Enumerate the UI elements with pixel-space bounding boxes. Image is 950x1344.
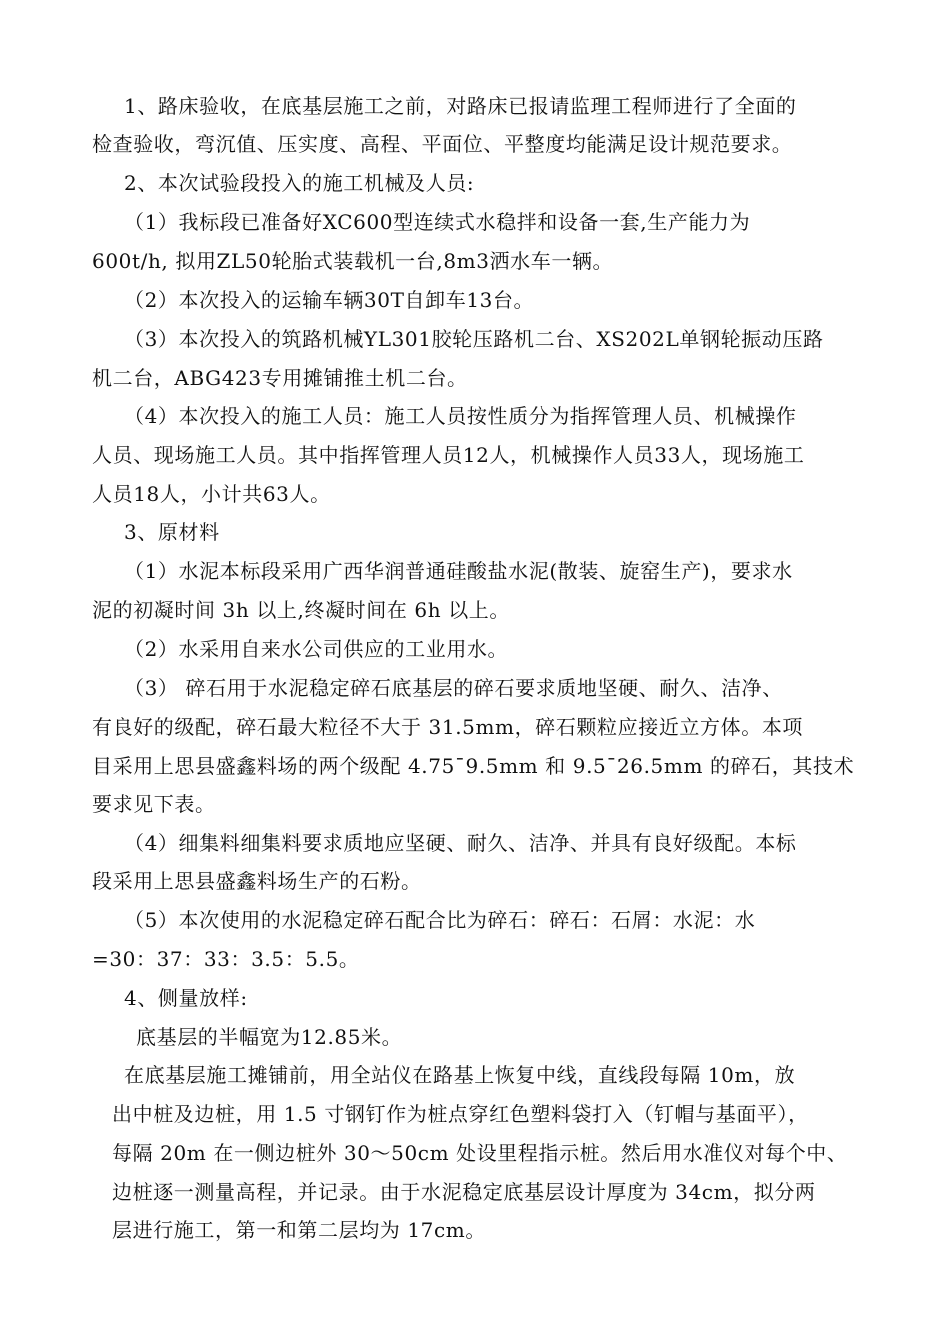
text-line: 边桩逐一测量高程，并记录。由于水泥稳定底基层设计厚度为 34cm，拟分两 [112,1180,816,1204]
text-line: （3） 碎石用于水泥稳定碎石底基层的碎石要求质地坚硬、耐久、洁净、 [124,676,783,700]
text-line: 2、本次试验段投入的施工机械及人员: [124,171,475,195]
text-line: 人员18人，小计共63人。 [92,482,331,506]
text-line: （2）本次投入的运输车辆30T自卸车13台。 [124,288,535,312]
text-line: 机二台，ABG423专用摊铺推土机二台。 [92,366,468,390]
text-line: （1）我标段已准备好XC600型连续式水稳拌和设备一套,生产能力为 [124,210,751,234]
text-line: （1）水泥本标段采用广西华润普通硅酸盐水泥(散装、旋窑生产)，要求水 [124,559,793,583]
text-line: 3、原材料 [124,520,220,544]
text-line: 4、侧量放样: [124,986,248,1010]
text-line: 泥的初凝时间 3h 以上,终凝时间在 6h 以上。 [92,598,510,622]
text-line: 有良好的级配，碎石最大粒径不大于 31.5mm，碎石颗粒应接近立方体。本项 [92,715,804,739]
text-line: =30：37：33：3.5：5.5。 [92,947,360,971]
text-line: 出中桩及边桩，用 1.5 寸钢钉作为桩点穿红色塑料袋打入（钉帽与基面平）， [112,1102,809,1126]
text-line: 段采用上思县盛鑫料场生产的石粉。 [92,869,422,893]
text-line: 要求见下表。 [92,792,216,816]
text-line: 检查验收，弯沉值、压实度、高程、平面位、平整度均能满足设计规范要求。 [92,132,793,156]
text-line: 人员、现场施工人员。其中指挥管理人员12人，机械操作人员33人，现场施工 [92,443,805,467]
text-line: （4）细集料细集料要求质地应坚硬、耐久、洁净、并具有良好级配。本标 [124,831,797,855]
text-line: （3）本次投入的筑路机械YL301胶轮压路机二台、XS202L单钢轮振动压路 [124,327,824,351]
text-line: 底基层的半幅宽为12.85米。 [136,1025,403,1049]
text-line: 每隔 20m 在一侧边桩外 30～50cm 处设里程指示桩。然后用水准仪对每个中、 [112,1141,848,1165]
text-line: 在底基层施工摊铺前，用全站仪在路基上恢复中线，直线段每隔 10m，放 [124,1063,796,1087]
text-line: 1、路床验收，在底基层施工之前，对路床已报请监理工程师进行了全面的 [124,94,797,118]
text-line: （4）本次投入的施工人员：施工人员按性质分为指挥管理人员、机械操作 [124,404,797,428]
text-line: （2）水采用自来水公司供应的工业用水。 [124,637,509,661]
text-line: （5）本次使用的水泥稳定碎石配合比为碎石：碎石：石屑：水泥：水 [124,908,756,932]
text-line: 600t/h, 拟用ZL50轮胎式装载机一台,8m3洒水车一辆。 [92,249,614,273]
text-line: 层进行施工，第一和第二层均为 17cm。 [112,1218,486,1242]
text-line: 目采用上思县盛鑫料场的两个级配 4.75¯9.5mm 和 9.5¯26.5mm 的碎石，其技术 [92,754,855,778]
